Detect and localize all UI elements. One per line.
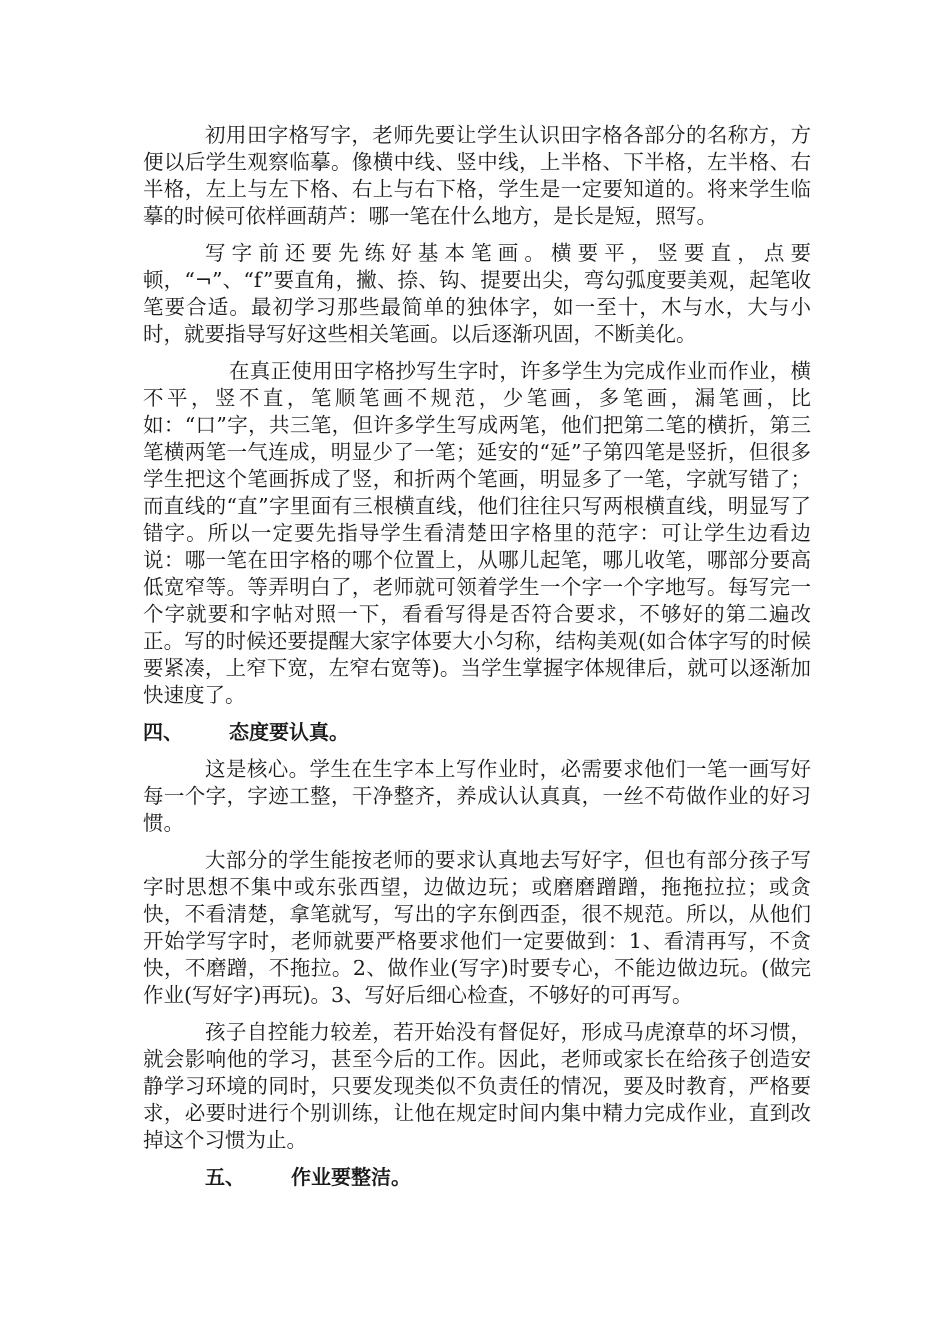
section-title-5: 作业要整洁。 [291, 1165, 411, 1189]
section-heading-4 [143, 719, 811, 746]
document-body [143, 122, 811, 1201]
section-number-5: 五、 [205, 1165, 245, 1189]
section-title-4: 态度要认真。 [229, 720, 349, 744]
paragraph-tianzige-intro: 初用田字格写字，老师先要让学生认识田字格各部分的名称方，方便以后学生观察临摹。像横中线、竖中线，上半格、下半格，左半格、右半格，左上与左下格、右上与右下格，学生是一定要知道的。将来学生临摹的时候可依样画葫芦：哪一笔在什么地方，是长是短，照写。 [143, 123, 811, 228]
paragraph-core-attitude: 这是核心。学生在生字本上写作业时，必需要求他们一笔一画写好每一个字，字迹工整，干净整齐，养成认认真真，一丝不苟做作业的好习惯。 [143, 757, 811, 835]
paragraph-basic-strokes: 写字前还要先练好基本笔画。横要平，竖要直，点要顿，“¬”、“f”要直角，撇、捺、钩、提要出尖，弯勾弧度要美观，起笔收笔要合适。最初学习那些最简单的独体字，如一至十，木与水，大与小时，就要指导写好这些相关笔画。以后逐渐巩固，不断美化。 [143, 241, 811, 346]
paragraph-strict-requirements: 大部分的学生能按老师的要求认真地去写好字，但也有部分孩子写字时思想不集中或东张西望，边做边玩；或磨磨蹭蹭，拖拖拉拉；或贪快，不看清楚，拿笔就写，写出的字东倒西歪，很不规范。所以，从他们开始学写字时，老师就要严格要求他们一定要做到：1、看清再写，不贪快，不磨蹭，不拖拉。2、做作业(写字)时要专心，不能边做边玩。(做完作业(写好字)再玩)。3、写好后细心检查，不够好的可再写。 [143, 848, 811, 1007]
paragraph-copying-practice: 在真正使用田字格抄写生字时，许多学生为完成作业而作业，横不平，竖不直，笔顺笔画不规范，少笔画，多笔画，漏笔画，比如：“口”字，共三笔，但许多学生写成两笔，他们把第二笔的横折，第三笔横两笔一气连成，明显少了一笔；延安的“延”子第四笔是竖折，但很多学生把这个笔画拆成了竖，和折两个笔画，明显多了一笔，字就写错了；而直线的“直”字里面有三根横直线，他们往往只写两根横直线，明显写了错字。所以一定要先指导学生看清楚田字格里的范字：可让学生边看边说：哪一笔在田字格的哪个位置上，从哪儿起笔，哪儿收笔，哪部分要高低宽窄等。等弄明白了，老师就可领着学生一个字一个字地写。每写完一个字就要和字帖对照一下，看看写得是否符合要求，不够好的第二遍改正。写的时候还要提醒大家字体要大小匀称，结构美观(如合体字写的时候要紧凑，上窄下宽，左窄右宽等)。当学生掌握字体规律后，就可以逐渐加快速度了。 [143, 359, 811, 707]
section-number-4: 四、 [143, 720, 183, 744]
paragraph-self-control: 孩子自控能力较差，若开始没有督促好，形成马虎潦草的坏习惯，就会影响他的学习，甚至今后的工作。因此，老师或家长在给孩子创造安静学习环境的同时，只要发现类似不负责任的情况，要及时教育，严格要求，必要时进行个别训练，让他在规定时间内集中精力完成作业，直到改掉这个习惯为止。 [143, 1020, 811, 1152]
section-heading-5 [143, 1164, 811, 1191]
